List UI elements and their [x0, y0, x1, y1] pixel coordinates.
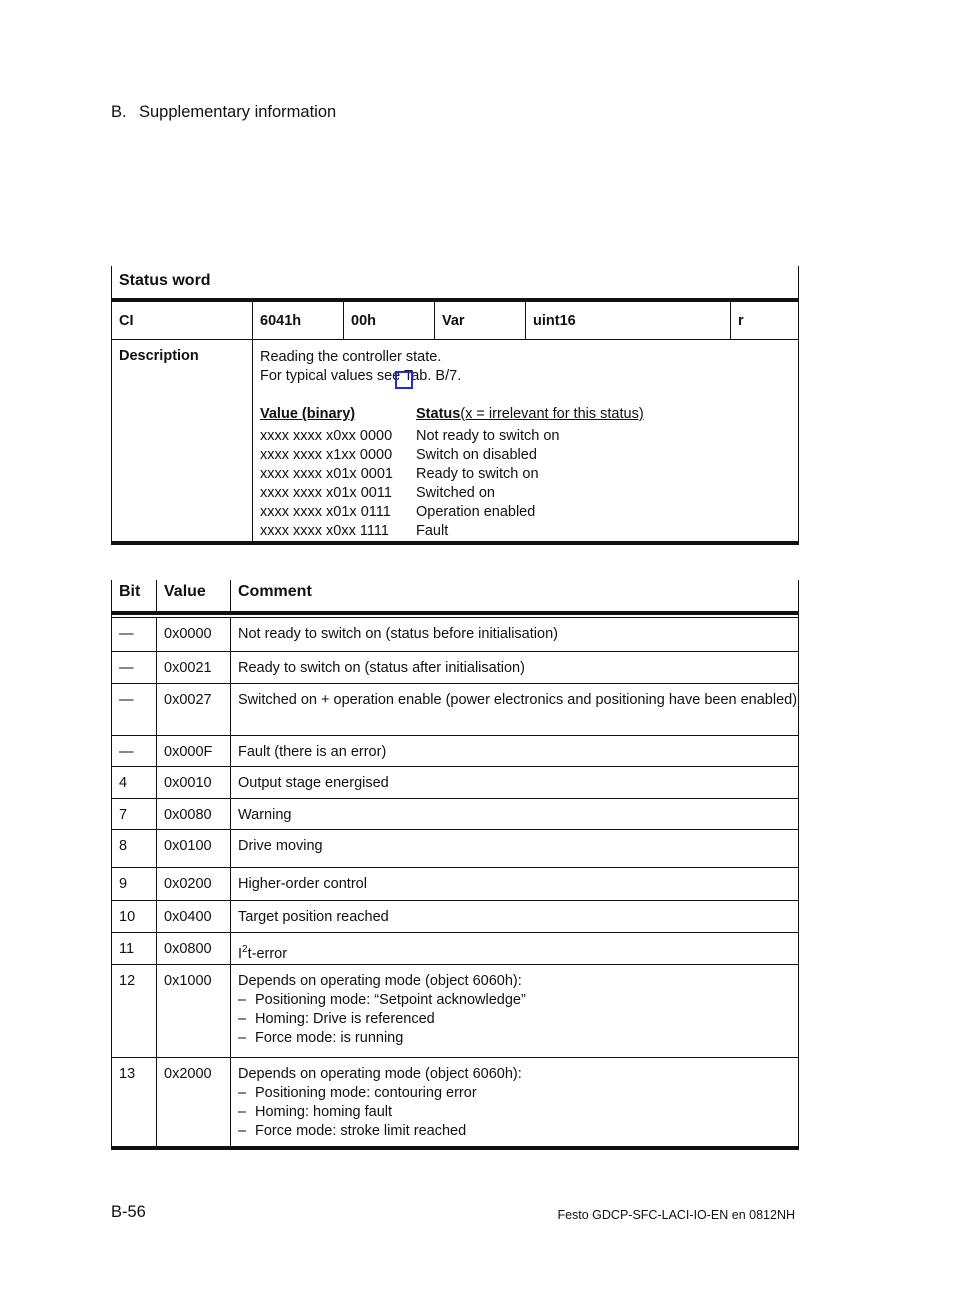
comment-cell: [231, 933, 798, 964]
status-text: Switched on: [416, 485, 495, 501]
table-row: [111, 618, 799, 652]
table-row: [111, 767, 799, 799]
binary-value: xxxx xxxx x01x 0011: [260, 485, 392, 501]
value-cell: 0x0000: [157, 618, 231, 651]
bit-table: [111, 580, 799, 1150]
comment-header: Comment: [238, 583, 312, 600]
list-item: [238, 1122, 798, 1141]
value-cell: 0x0400: [157, 901, 231, 932]
bit-table-body: [111, 618, 799, 1150]
table-row: [111, 965, 799, 1058]
dash-bullet: –: [238, 1011, 247, 1027]
status-text: Fault: [416, 523, 449, 539]
bit-cell: 9: [112, 868, 157, 900]
bit-cell: 8: [112, 830, 157, 867]
description-row: [111, 340, 799, 545]
comment-cell: [231, 736, 798, 766]
value-cell: 0x2000: [157, 1058, 231, 1146]
value-binary-heading: Value (binary): [260, 406, 356, 422]
table-row: [111, 868, 799, 901]
comment-text: Drive moving: [238, 838, 323, 854]
value-status-item: [260, 446, 798, 465]
list-item-text: Homing: Drive is referenced: [255, 1011, 435, 1027]
value-cell: 0x0010: [157, 767, 231, 798]
cursor-highlight-box: [395, 371, 413, 389]
comment-text: Higher-order control: [238, 876, 367, 892]
status-heading: [416, 405, 644, 424]
value-cell: 0x0200: [157, 868, 231, 900]
table-row: [111, 1058, 799, 1150]
list-item-text: Force mode: stroke limit reached: [255, 1123, 467, 1139]
dash-bullet: –: [238, 1085, 247, 1101]
value-status-header: [260, 405, 798, 424]
comment-text: Switched on + operation enable (power electronics and positioning have been enabled): [238, 692, 798, 708]
binary-value: xxxx xxxx x01x 0001: [260, 466, 393, 482]
comment-text: Target position reached: [238, 909, 389, 925]
table-row: [111, 901, 799, 933]
table-row: [111, 652, 799, 684]
bit-cell: 7: [112, 799, 157, 829]
comment-cell: [231, 767, 798, 798]
list-item: [238, 1029, 798, 1048]
index-cell: 6041h: [253, 302, 344, 339]
comment-text: t-error: [247, 945, 288, 962]
bit-cell: —: [112, 618, 157, 651]
section-title: Supplementary information: [139, 103, 337, 121]
binary-value: xxxx xxxx x0xx 1111: [260, 523, 389, 539]
comment-text: I: [238, 945, 243, 962]
value-status-item: [260, 465, 798, 484]
value-cell: 0x0100: [157, 830, 231, 867]
bit-cell: 12: [112, 965, 157, 1057]
value-cell: 0x000F: [157, 736, 231, 766]
comment-text: Fault (there is an error): [238, 744, 387, 760]
binary-value: xxxx xxxx x01x 0111: [260, 504, 391, 520]
bit-cell: —: [112, 684, 157, 735]
superscript: 2: [242, 944, 248, 955]
status-word-title: Status word: [111, 266, 799, 302]
object-info-row: [111, 302, 799, 340]
list-item: [238, 1010, 798, 1029]
description-line-1: Reading the controller state.: [260, 349, 442, 365]
value-cell: 0x0800: [157, 933, 231, 964]
comment-cell: [231, 901, 798, 932]
table-row: [111, 684, 799, 736]
value-cell: 0x0021: [157, 652, 231, 683]
bit-cell: 10: [112, 901, 157, 932]
binary-value: xxxx xxxx x1xx 0000: [260, 447, 393, 463]
table-row: [111, 799, 799, 830]
object-type-cell: Var: [435, 302, 526, 339]
list-item: [238, 1084, 798, 1103]
value-status-list: [260, 427, 798, 541]
dash-bullet: –: [238, 1030, 247, 1046]
value-status-item: [260, 503, 798, 522]
list-item: [238, 1103, 798, 1122]
comment-cell: [231, 652, 798, 683]
description-label: Description: [112, 340, 253, 541]
list-item-text: Positioning mode: contouring error: [255, 1085, 477, 1101]
comment-text: Warning: [238, 807, 292, 823]
comment-text: Ready to switch on (status after initialisation): [238, 660, 525, 676]
list-item-text: Homing: homing fault: [255, 1104, 393, 1120]
bit-cell: 11: [112, 933, 157, 964]
data-type-cell: uint16: [526, 302, 731, 339]
comment-text: Depends on operating mode (object 6060h):: [238, 973, 522, 989]
status-heading-label: Status: [416, 406, 461, 422]
table-row: [111, 736, 799, 767]
comment-cell: [231, 684, 798, 735]
dash-bullet: –: [238, 1104, 247, 1120]
section-header: [111, 103, 336, 122]
comment-text: Output stage energised: [238, 775, 389, 791]
description-body: [253, 340, 798, 541]
value-cell: 0x0080: [157, 799, 231, 829]
bit-header: Bit: [112, 580, 157, 611]
status-heading-note: (x = irrelevant for this status): [460, 406, 644, 422]
value-cell: 0x1000: [157, 965, 231, 1057]
status-text: Switch on disabled: [416, 447, 537, 463]
ci-cell: CI: [112, 302, 253, 339]
bit-cell: —: [112, 736, 157, 766]
comment-cell: [231, 868, 798, 900]
bit-cell: 13: [112, 1058, 157, 1146]
page-number: B-56: [111, 1203, 146, 1221]
table-row: [111, 830, 799, 868]
list-item-text: Positioning mode: “Setpoint acknowledge”: [255, 992, 526, 1008]
value-status-item: [260, 484, 798, 503]
comment-cell: [231, 965, 798, 1057]
access-cell: r: [738, 313, 744, 329]
value-status-item: [260, 427, 798, 446]
dash-bullet: –: [238, 992, 247, 1008]
comment-cell: [231, 830, 798, 867]
bit-cell: —: [112, 652, 157, 683]
comment-cell: [231, 618, 798, 651]
comment-cell: [231, 1058, 798, 1146]
section-number: B.: [111, 103, 127, 121]
table-row: [111, 933, 799, 965]
value-cell: 0x0027: [157, 684, 231, 735]
comment-text: Depends on operating mode (object 6060h):: [238, 1066, 522, 1082]
document-id: Festo GDCP-SFC-LACI-IO-EN en 0812NH: [557, 1208, 795, 1222]
status-text: Ready to switch on: [416, 466, 539, 482]
comment-cell: [231, 799, 798, 829]
list-item-text: Force mode: is running: [255, 1030, 404, 1046]
subindex-cell: 00h: [344, 302, 435, 339]
status-text: Operation enabled: [416, 504, 536, 520]
comment-text: Not ready to switch on (status before initialisation): [238, 626, 558, 642]
description-line-2: For typical values see Tab. B/7.: [260, 368, 462, 384]
list-item: [238, 991, 798, 1010]
bit-cell: 4: [112, 767, 157, 798]
dash-bullet: –: [238, 1123, 247, 1139]
value-header: Value: [157, 580, 231, 611]
status-word-table: [111, 266, 799, 545]
binary-value: xxxx xxxx x0xx 0000: [260, 428, 393, 444]
status-text: Not ready to switch on: [416, 428, 560, 444]
bit-table-header: [111, 580, 799, 615]
value-status-item: [260, 522, 798, 541]
